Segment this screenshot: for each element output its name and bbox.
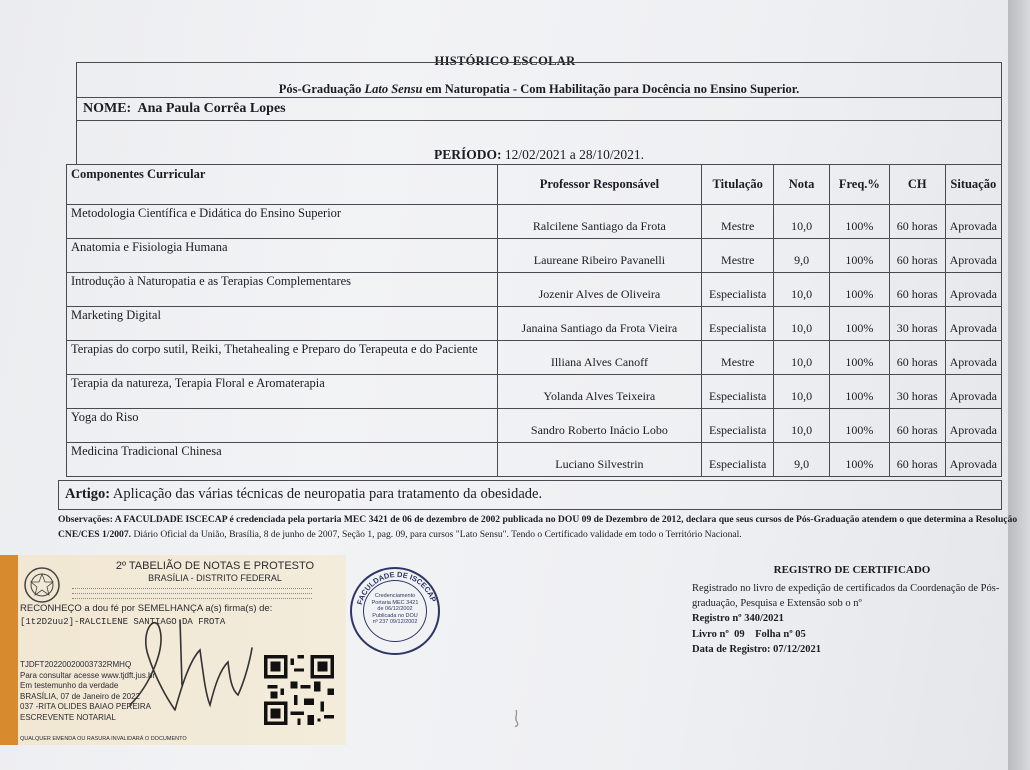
subject-cell: Yoga do Riso bbox=[67, 409, 498, 443]
notary-title: 2º TABELIÃO DE NOTAS E PROTESTO bbox=[115, 560, 315, 572]
status-cell: Aprovada bbox=[945, 273, 1001, 307]
course-italic: Lato Sensu bbox=[364, 82, 423, 96]
header-grade: Nota bbox=[774, 165, 830, 205]
artigo-label: Artigo: bbox=[65, 486, 111, 502]
status-cell: Aprovada bbox=[945, 443, 1001, 477]
title-cell: Mestre bbox=[702, 341, 774, 375]
observations bbox=[58, 513, 1024, 543]
title-cell: Especialista bbox=[702, 375, 774, 409]
status-cell: Aprovada bbox=[945, 341, 1001, 375]
artigo-text: Aplicação das várias técnicas de neuropatia para tratamento da obesidade. bbox=[112, 486, 543, 502]
header-frequency: Freq.% bbox=[829, 165, 889, 205]
coat-of-arms-icon bbox=[22, 565, 62, 605]
notary-code: TJDFT20220020003732RMHQ bbox=[20, 660, 132, 669]
stamp-line-4: Publicada no DOU bbox=[372, 612, 418, 619]
title-cell: Especialista bbox=[702, 409, 774, 443]
frequency-cell: 100% bbox=[829, 443, 889, 477]
grade-cell: 10,0 bbox=[774, 307, 830, 341]
ch-cell: 30 horas bbox=[889, 307, 945, 341]
grades-table bbox=[66, 164, 1002, 477]
notary-consult: Para consultar acesse www.tjdft.jus.br bbox=[20, 671, 156, 680]
frequency-cell: 100% bbox=[829, 307, 889, 341]
artigo-row bbox=[58, 480, 1002, 510]
course-suffix: em Naturopatia - Com Habilitação para Docência no Ensino Superior. bbox=[425, 82, 800, 96]
status-cell: Aprovada bbox=[945, 375, 1001, 409]
frequency-cell: 100% bbox=[829, 375, 889, 409]
professor-cell: Laureane Ribeiro Pavanelli bbox=[497, 239, 702, 273]
grade-cell: 10,0 bbox=[774, 409, 830, 443]
status-cell: Aprovada bbox=[945, 239, 1001, 273]
registry-title: REGISTRO DE CERTIFICADO bbox=[773, 564, 931, 576]
registry-text: Registrado no livro de expedição de certificados da Coordenação de Pós-graduação, Pesquisa e Extensão sob o nº bbox=[692, 582, 1000, 610]
header-components: Componentes Curricular bbox=[67, 165, 498, 205]
notary-footer: QUALQUER EMENDA OU RASURA INVALIDARÁ O DOCUMENTO bbox=[20, 736, 187, 742]
grade-cell: 9,0 bbox=[774, 239, 830, 273]
stamp-ring-label: FACULDADE DE ISCECAP bbox=[355, 569, 439, 606]
notary-witness: Em testemunho da verdade bbox=[20, 681, 119, 691]
course-title bbox=[76, 62, 1002, 98]
table-row bbox=[67, 375, 1002, 409]
frequency-cell: 100% bbox=[829, 205, 889, 239]
course-prefix: Pós-Graduação bbox=[278, 82, 362, 96]
subject-cell: Metodologia Científica e Didática do Ensino Superior bbox=[67, 205, 498, 239]
grade-cell: 10,0 bbox=[774, 205, 830, 239]
header-ch: CH bbox=[889, 165, 945, 205]
professor-cell: Sandro Roberto Inácio Lobo bbox=[497, 409, 702, 443]
table-row bbox=[67, 409, 1002, 443]
notary-signer: [1t2D2uu2]-RALCILENE SANTIAGO DA FROTA bbox=[20, 617, 226, 627]
notary-statement: RECONHEÇO a dou fé por SEMELHANÇA a(s) firma(s) de: bbox=[20, 603, 273, 614]
header-status: Situação bbox=[945, 165, 1001, 205]
table-row bbox=[67, 341, 1002, 375]
table-row bbox=[67, 205, 1002, 239]
document-title: HISTÓRICO ESCOLAR bbox=[434, 54, 576, 68]
subject-cell: Medicina Tradicional Chinesa bbox=[67, 443, 498, 477]
professor-cell: Janaina Santiago da Frota Vieira bbox=[497, 307, 702, 341]
status-cell: Aprovada bbox=[945, 409, 1001, 443]
frequency-cell: 100% bbox=[829, 409, 889, 443]
stamp-line-5: nº 237 09/12/2002 bbox=[372, 619, 418, 626]
period-row bbox=[76, 120, 1002, 165]
header-professor: Professor Responsável bbox=[497, 165, 702, 205]
subject-cell: Introdução à Naturopatia e as Terapias Complementares bbox=[67, 273, 498, 307]
grade-cell: 10,0 bbox=[774, 341, 830, 375]
title-cell: Mestre bbox=[702, 205, 774, 239]
table-row bbox=[67, 273, 1002, 307]
title-cell: Especialista bbox=[702, 273, 774, 307]
handwritten-signature bbox=[120, 590, 280, 740]
registry-date: Data de Registro: 07/12/2021 bbox=[692, 643, 821, 655]
table-row bbox=[67, 307, 1002, 341]
frequency-cell: 100% bbox=[829, 273, 889, 307]
notary-clerk: 037 -RITA OLIDES BAIAO PEREIRA bbox=[20, 702, 152, 712]
table-row bbox=[67, 239, 1002, 273]
grade-cell: 10,0 bbox=[774, 375, 830, 409]
table-header bbox=[67, 165, 1002, 205]
stamp-line-2: Portaria MEC 3421 bbox=[371, 599, 419, 606]
grade-cell: 9,0 bbox=[774, 443, 830, 477]
subject-cell: Terapia da natureza, Terapia Floral e Aromaterapia bbox=[67, 375, 498, 409]
professor-cell: Yolanda Alves Teixeira bbox=[497, 375, 702, 409]
notary-date: BRASÍLIA, 07 de Janeiro de 2022 bbox=[20, 691, 141, 701]
stamp-line-1: Credenciamento bbox=[374, 593, 416, 599]
notary-clerk-role: ESCREVENTE NOTARIAL bbox=[20, 712, 116, 722]
faculty-stamp bbox=[350, 567, 440, 655]
frequency-cell: 100% bbox=[829, 341, 889, 375]
certificate-registry bbox=[692, 563, 1012, 657]
observations-label: Observações: A FACULDADE ISCECAP é credenciada pela portaria MEC 3421 de 06 de dezembro de 2002 publicada no DOU 09 de Dezembro de 2012, declara que seus cursos de Pós-Graduação atendem o que determina a Resolução CNE/CES 1/2007. bbox=[58, 514, 1018, 540]
ch-cell: 30 horas bbox=[889, 375, 945, 409]
title-cell: Especialista bbox=[702, 443, 774, 477]
professor-cell: Jozenir Alves de Oliveira bbox=[497, 273, 702, 307]
ch-cell: 60 horas bbox=[889, 239, 945, 273]
subject-cell: Anatomia e Fisiologia Humana bbox=[67, 239, 498, 273]
period-value: 12/02/2021 a 28/10/2021. bbox=[504, 147, 644, 162]
subject-cell: Marketing Digital bbox=[67, 307, 498, 341]
title-cell: Mestre bbox=[702, 239, 774, 273]
observations-text: Diário Oficial da União, Brasília, 8 de junho de 2007, Seção 1, pag. 09, para cursos "Lato Sensu". Tendo o Certificado validade em todo o Território Nacional. bbox=[133, 528, 742, 540]
ch-cell: 60 horas bbox=[889, 273, 945, 307]
status-cell: Aprovada bbox=[945, 307, 1001, 341]
notary-subtitle: BRASÍLIA - DISTRITO FEDERAL bbox=[148, 573, 282, 583]
stamp-inner bbox=[363, 580, 427, 642]
frequency-cell: 100% bbox=[829, 239, 889, 273]
table-row bbox=[67, 443, 1002, 477]
professor-cell: Ralcilene Santiago da Frota bbox=[497, 205, 702, 239]
professor-cell: Illiana Alves Canoff bbox=[497, 341, 702, 375]
period-label: PERÍODO: bbox=[434, 147, 502, 162]
grade-cell: 10,0 bbox=[774, 273, 830, 307]
status-cell: Aprovada bbox=[945, 205, 1001, 239]
ch-cell: 60 horas bbox=[889, 409, 945, 443]
student-name-row bbox=[76, 97, 1002, 121]
registry-number: Registro nº 340/2021 bbox=[692, 613, 784, 625]
registry-book: Livro nº 09 Folha nº 05 bbox=[692, 628, 806, 640]
subject-cell: Terapias do corpo sutil, Reiki, Thetahealing e Preparo do Terapeuta e do Paciente bbox=[67, 341, 498, 375]
stamp-line-3: de 06/12/2002 bbox=[377, 606, 413, 613]
paper-mark bbox=[510, 708, 524, 728]
ch-cell: 60 horas bbox=[889, 443, 945, 477]
title-cell: Especialista bbox=[702, 307, 774, 341]
header-title: Titulação bbox=[702, 165, 774, 205]
professor-cell: Luciano Silvestrin bbox=[497, 443, 702, 477]
ch-cell: 60 horas bbox=[889, 205, 945, 239]
name-value: Ana Paula Corrêa Lopes bbox=[137, 101, 286, 116]
name-label: NOME: bbox=[83, 101, 132, 116]
ch-cell: 60 horas bbox=[889, 341, 945, 375]
